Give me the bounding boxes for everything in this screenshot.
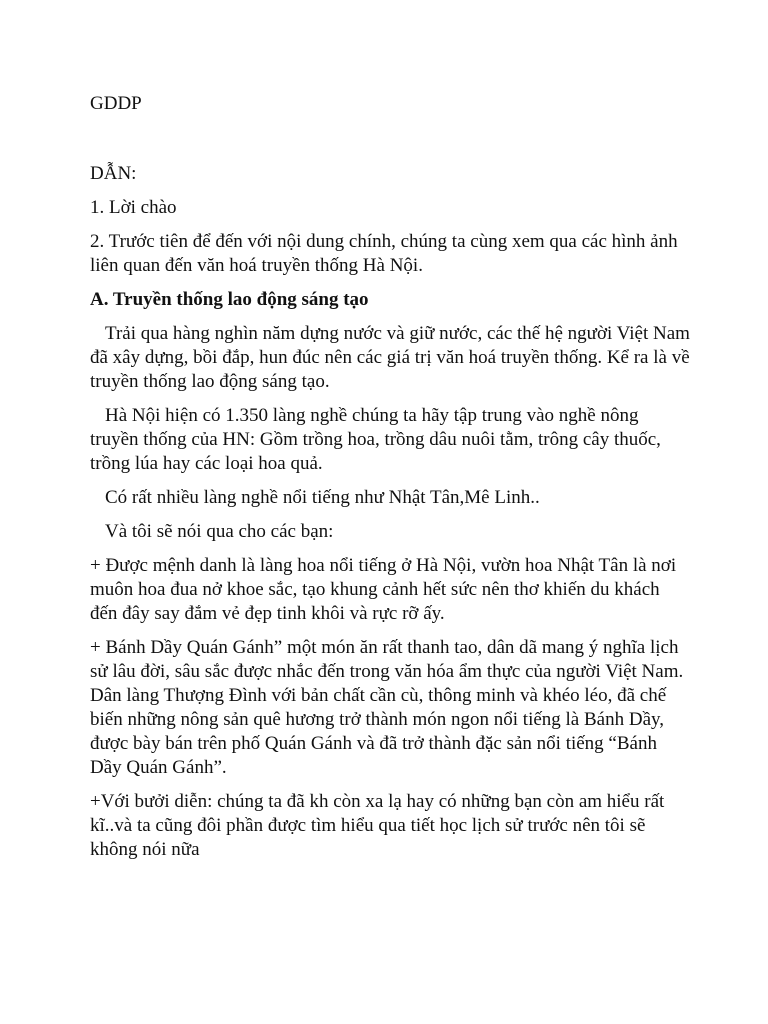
body-paragraph: Và tôi sẽ nói qua cho các bạn: (105, 521, 334, 542)
intro-item: 2. Trước tiên để đến với nội dung chính, chúng ta cùng xem qua các hình ảnh liên quan đến văn hoá truyền thống Hà Nội. (90, 231, 678, 276)
intro-item: 1. Lời chào (90, 197, 177, 218)
body-paragraph: Có rất nhiều làng nghề nổi tiếng như Nhật Tân,Mê Linh.. (105, 487, 540, 508)
body-paragraph: Trải qua hàng nghìn năm dựng nước và giữ nước, các thế hệ người Việt Nam đã xây dựng, bồi đắp, hun đúc nên các giá trị văn hoá truyền thống. Kể ra là về truyền thống lao động sáng tạo. (90, 323, 690, 392)
section-heading: A. Truyền thống lao động sáng tạo (90, 289, 369, 310)
bullet-paragraph: +Với bưởi diễn: chúng ta đã kh còn xa lạ hay có những bạn còn am hiểu rất kĩ..và ta cũng đôi phần được tìm hiểu qua tiết học lịch sử trước nên tôi sẽ không nói nữa (90, 791, 665, 860)
document-page (90, 92, 690, 872)
bullet-paragraph: + Bánh Dầy Quán Gánh” một món ăn rất thanh tao, dân dã mang ý nghĩa lịch sử lâu đời, sâu sắc được nhắc đến trong văn hóa ẩm thực của người Việt Nam. Dân làng Thượng Đình với bản chất cần cù, thông minh và khéo léo, đã chế biến những nông sản quê hương trở thành món ngon nổi tiếng là Bánh Dầy, được bày bán trên phố Quán Gánh và đã trở thành đặc sản nổi tiếng “Bánh Dầy Quán Gánh”. (90, 637, 684, 778)
document-title: GDDP (90, 93, 142, 114)
intro-label: DẪN: (90, 163, 137, 184)
body-paragraph: Hà Nội hiện có 1.350 làng nghề chúng ta hãy tập trung vào nghề nông truyền thống của HN: Gồm trồng hoa, trồng dâu nuôi tằm, trông cây thuốc, trồng lúa hay các loại hoa quả. (90, 405, 661, 474)
bullet-paragraph: + Được mệnh danh là làng hoa nổi tiếng ở Hà Nội, vườn hoa Nhật Tân là nơi muôn hoa đua nở khoe sắc, tạo khung cảnh hết sức nên thơ khiến du khách đến đây say đắm vẻ đẹp tinh khôi và rực rỡ ấy. (90, 555, 677, 624)
